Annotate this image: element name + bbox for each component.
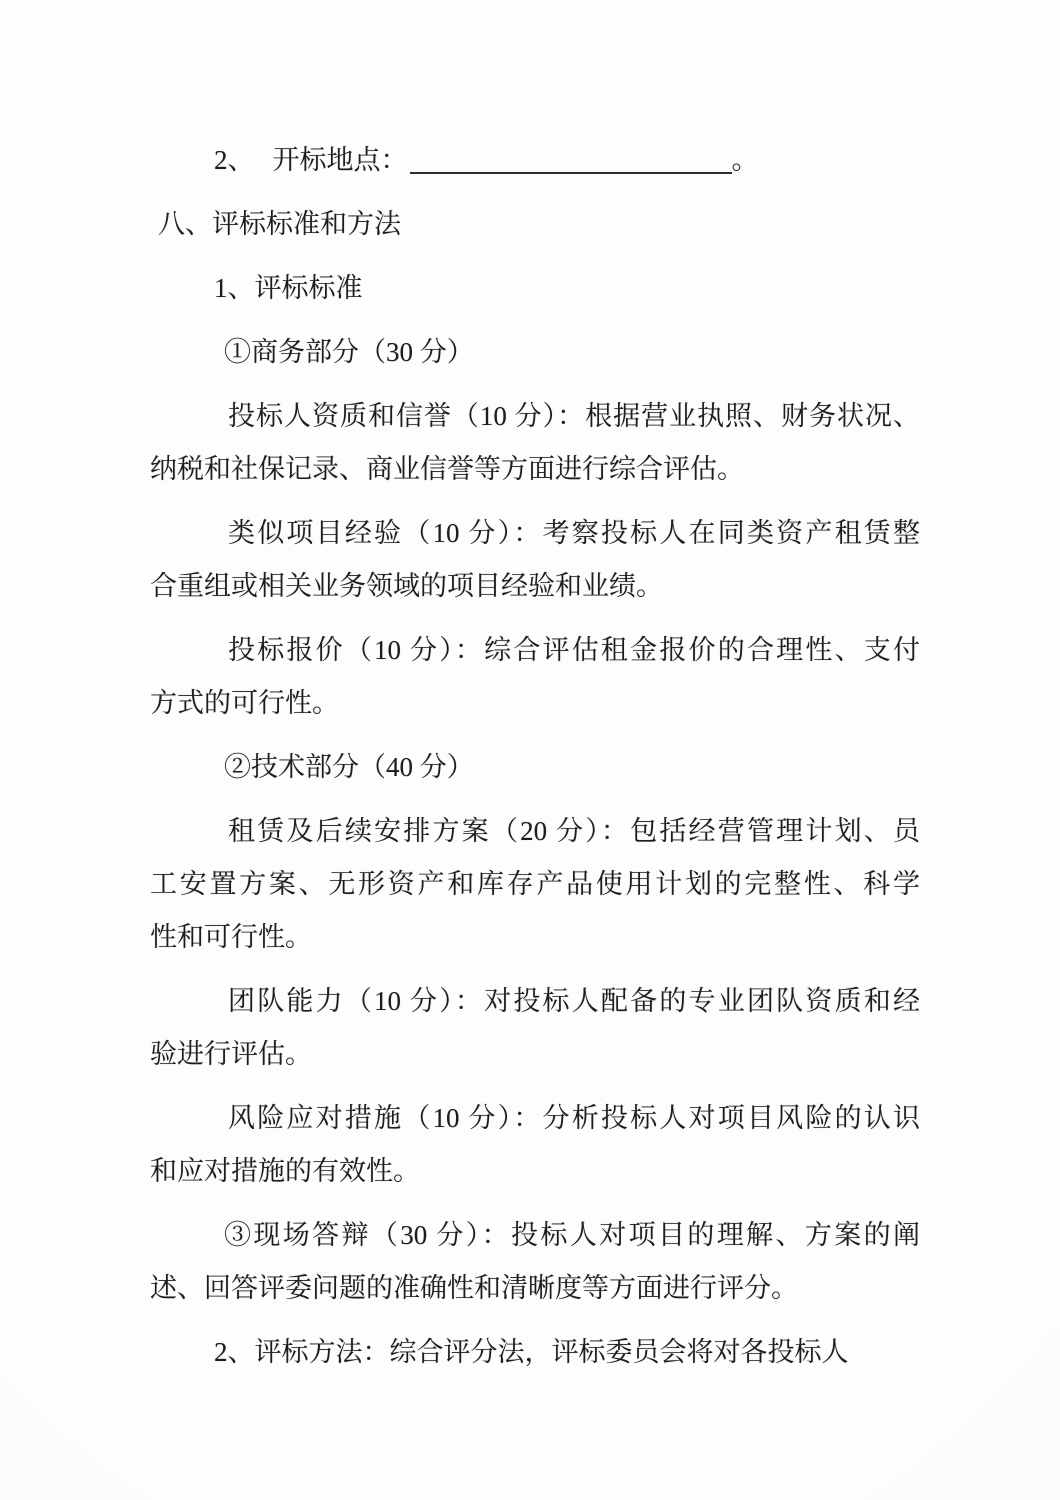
section-8-heading: 八、评标标准和方法 (158, 209, 401, 239)
document-lines (150, 198, 920, 1379)
opening-location-field-line (150, 134, 920, 187)
technical-part-heading: ②技术部分（40 分） (224, 752, 474, 782)
evaluation-method-line-1: 2、评标方法：综合评分法，评标委员会将对各投标人 (214, 1337, 849, 1367)
risk-response-line-1: 风险应对措施（10 分）：分析投标人对项目风险的认识 (228, 1103, 920, 1133)
team-capability-line-2: 验进行评估。 (150, 1039, 312, 1069)
team-capability-line-1: 团队能力（10 分）：对投标人配备的专业团队资质和经 (228, 986, 920, 1016)
sentence-period: 。 (731, 145, 759, 175)
item-number: 2、 (214, 145, 255, 175)
onsite-defense-line-1: ③现场答辩（30 分）：投标人对项目的理解、方案的阐 (224, 1220, 920, 1250)
lease-plan-line-1: 租赁及后续安排方案（20 分）：包括经营管理计划、员 (228, 816, 920, 846)
bid-price-line-1: 投标报价（10 分）：综合评估租金报价的合理性、支付 (228, 635, 920, 665)
bidder-qualification-line-2: 纳税和社保记录、商业信誉等方面进行综合评估。 (150, 454, 744, 484)
business-part-heading: ①商务部分（30 分） (224, 337, 474, 367)
similar-experience-line-1: 类似项目经验（10 分）：考察投标人在同类资产租赁整 (228, 518, 920, 548)
risk-response-line-2: 和应对措施的有效性。 (150, 1156, 420, 1186)
onsite-defense-line-2: 述、回答评委问题的准确性和清晰度等方面进行评分。 (150, 1273, 798, 1303)
lease-plan-line-2: 工安置方案、无形资产和库存产品使用计划的完整性、科学 (150, 869, 920, 899)
bidder-qualification-line-1: 投标人资质和信誉（10 分）：根据营业执照、财务状况、 (228, 401, 920, 431)
bid-price-line-2: 方式的可行性。 (150, 688, 339, 718)
criteria-heading: 1、评标标准 (214, 273, 363, 303)
lease-plan-line-3: 性和可行性。 (150, 922, 312, 952)
blank-underline (410, 169, 732, 174)
similar-experience-line-2: 合重组或相关业务领域的项目经验和业绩。 (150, 571, 663, 601)
field-label: 开标地点： (272, 145, 408, 175)
